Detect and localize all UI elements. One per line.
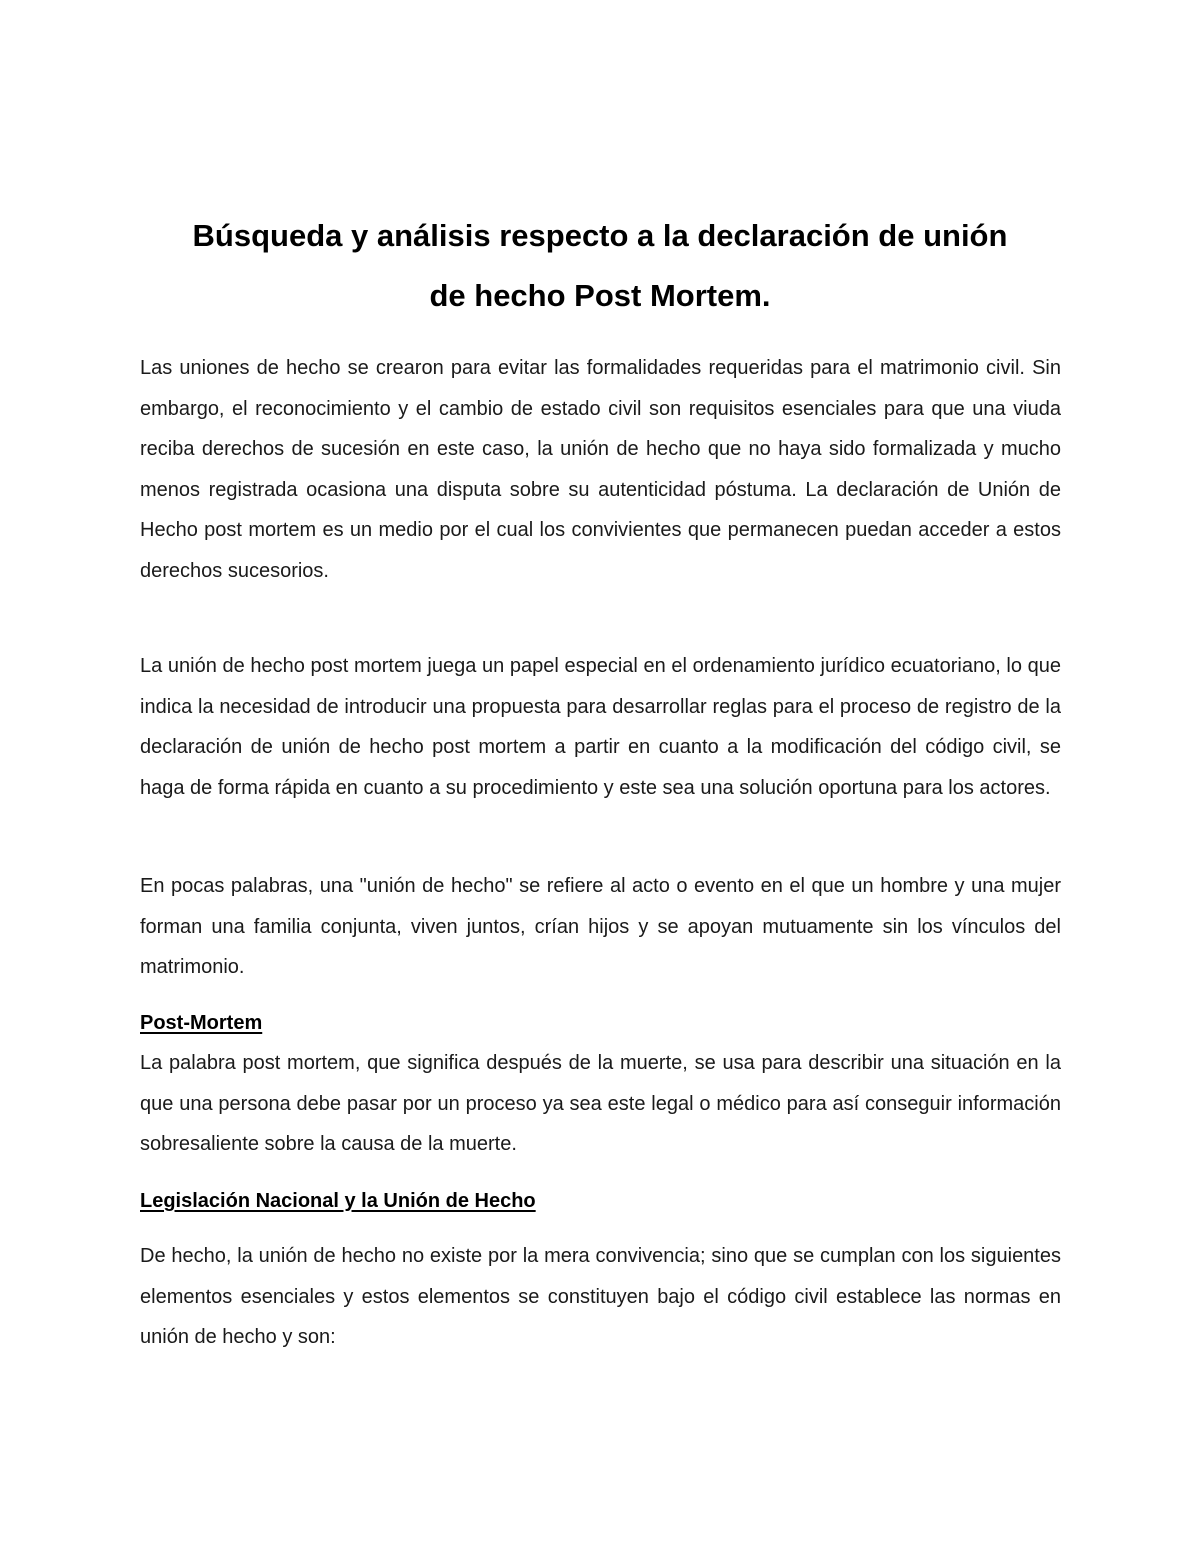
section-heading-post-mortem: Post-Mortem <box>140 1012 263 1034</box>
document-title: Búsqueda y análisis respecto a la declaración de unión de hecho Post Mortem. <box>192 218 1008 313</box>
paragraph-legislacion: De hecho, la unión de hecho no existe por la mera convivencia; sino que se cumplan con los siguientes elementos esenciales y estos elementos se constituyen bajo el código civil establece las normas en unión de hecho y son: <box>140 1245 1061 1349</box>
paragraph-intro: Las uniones de hecho se crearon para evitar las formalidades requeridas para el matrimonio civil. Sin embargo, el reconocimiento y el cambio de estado civil son requisitos esenciales para que una viuda reciba derechos de sucesión en este caso, la unión de hecho que no haya sido formalizada y mucho menos registrada ocasiona una disputa sobre su autenticidad póstuma. La declaración de Unión de Hecho post mortem es un medio por el cual los convivientes que permanecen puedan acceder a estos derechos sucesorios. <box>140 357 1061 582</box>
paragraph-definicion: En pocas palabras, una "unión de hecho" se refiere al acto o evento en el que un hombre y una mujer forman una familia conjunta, viven juntos, crían hijos y se apoyan mutuamente sin los vínculos del matrimonio. <box>140 875 1061 979</box>
paragraph-ordenamiento: La unión de hecho post mortem juega un papel especial en el ordenamiento jurídico ecuatoriano, lo que indica la necesidad de introducir una propuesta para desarrollar reglas para el proceso de registro de la declaración de unión de hecho post mortem a partir en cuanto a la modificación del código civil, se haga de forma rápida en cuanto a su procedimiento y este sea una solución oportuna para los actores. <box>140 655 1061 799</box>
paragraph-post-mortem: La palabra post mortem, que significa después de la muerte, se usa para describir una situación en la que una persona debe pasar por un proceso ya sea este legal o médico para así conseguir información sobresaliente sobre la causa de la muerte. <box>140 1052 1061 1156</box>
section-heading-legislacion: Legislación Nacional y la Unión de Hecho <box>140 1190 536 1212</box>
